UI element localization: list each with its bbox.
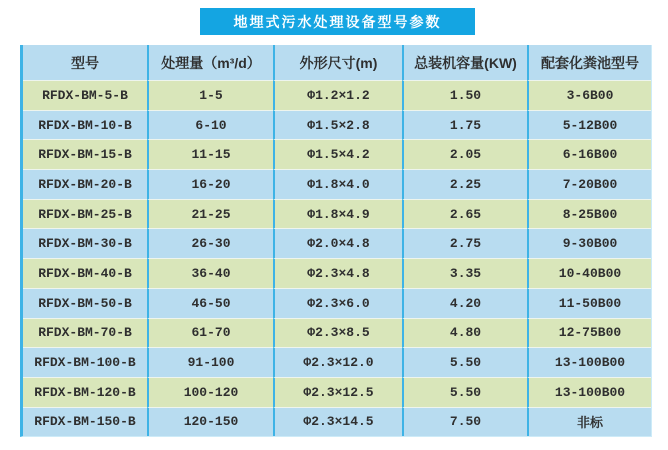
table-cell: 5.50 [402,347,527,377]
table-cell: 11-15 [147,139,273,169]
table-cell: 16-20 [147,169,273,199]
table-row [23,228,651,258]
table-row [23,288,651,318]
table-row [23,347,651,377]
table-cell: 2.25 [402,169,527,199]
table-cell: Φ1.5×2.8 [273,110,402,140]
table-cell: Φ1.8×4.0 [273,169,402,199]
table-cell: RFDX-BM-40-B [23,258,147,288]
table-cell: 91-100 [147,347,273,377]
table-cell: 12-75B00 [527,318,651,348]
table-cell: 2.75 [402,228,527,258]
table-cell: 8-25B00 [527,199,651,229]
table-cell: Φ2.3×6.0 [273,288,402,318]
table-cell: 4.20 [402,288,527,318]
header-row [23,45,651,80]
table-cell: 2.05 [402,139,527,169]
table-cell: 7.50 [402,407,527,437]
table-body [23,80,651,436]
table-cell: 11-50B00 [527,288,651,318]
equipment-spec-table [20,45,652,437]
table-cell: RFDX-BM-25-B [23,199,147,229]
table-cell: Φ2.3×12.0 [273,347,402,377]
table-cell: 7-20B00 [527,169,651,199]
table-cell: 9-30B00 [527,228,651,258]
table-row [23,169,651,199]
page-title: 地埋式污水处理设备型号参数 [200,8,475,35]
table-cell: Φ2.3×12.5 [273,377,402,407]
table-row [23,407,651,437]
table-cell: 5-12B00 [527,110,651,140]
table-row [23,377,651,407]
table-cell: 2.65 [402,199,527,229]
column-header: 配套化粪池型号 [527,45,651,80]
table-cell: 13-100B00 [527,347,651,377]
table-cell: Φ2.3×4.8 [273,258,402,288]
table-row [23,199,651,229]
table-cell: RFDX-BM-30-B [23,228,147,258]
table-cell: 5.50 [402,377,527,407]
table-cell: 6-10 [147,110,273,140]
table-cell: Φ2.3×8.5 [273,318,402,348]
table-row [23,318,651,348]
table-cell: 6-16B00 [527,139,651,169]
table-cell: 46-50 [147,288,273,318]
table-cell: 13-100B00 [527,377,651,407]
table-cell: RFDX-BM-100-B [23,347,147,377]
table-cell: RFDX-BM-150-B [23,407,147,437]
column-header: 总装机容量(KW) [402,45,527,80]
column-header: 型号 [23,45,147,80]
table-cell: RFDX-BM-50-B [23,288,147,318]
table-row [23,139,651,169]
table-cell: 1.75 [402,110,527,140]
table-row [23,110,651,140]
table-row [23,80,651,110]
table-cell: RFDX-BM-15-B [23,139,147,169]
table-cell: Φ1.2×1.2 [273,80,402,110]
table-cell: 100-120 [147,377,273,407]
table-cell: 10-40B00 [527,258,651,288]
table-cell: RFDX-BM-5-B [23,80,147,110]
table-header [23,45,651,80]
table-cell: RFDX-BM-120-B [23,377,147,407]
table-cell: 1.50 [402,80,527,110]
table-cell: RFDX-BM-70-B [23,318,147,348]
table-cell: Φ2.3×14.5 [273,407,402,437]
table-cell: 3-6B00 [527,80,651,110]
table-cell: 61-70 [147,318,273,348]
table-cell: RFDX-BM-10-B [23,110,147,140]
table-cell: Φ2.0×4.8 [273,228,402,258]
column-header: 外形尺寸(m) [273,45,402,80]
table-cell: 21-25 [147,199,273,229]
table-cell: 36-40 [147,258,273,288]
column-header: 处理量（m³/d） [147,45,273,80]
table-cell: 4.80 [402,318,527,348]
table-cell: Φ1.8×4.9 [273,199,402,229]
table-cell: 120-150 [147,407,273,437]
table-cell: 3.35 [402,258,527,288]
table-cell: Φ1.5×4.2 [273,139,402,169]
table-cell: 非标 [527,407,651,437]
table-cell: 26-30 [147,228,273,258]
table-cell: RFDX-BM-20-B [23,169,147,199]
table-cell: 1-5 [147,80,273,110]
table-row [23,258,651,288]
